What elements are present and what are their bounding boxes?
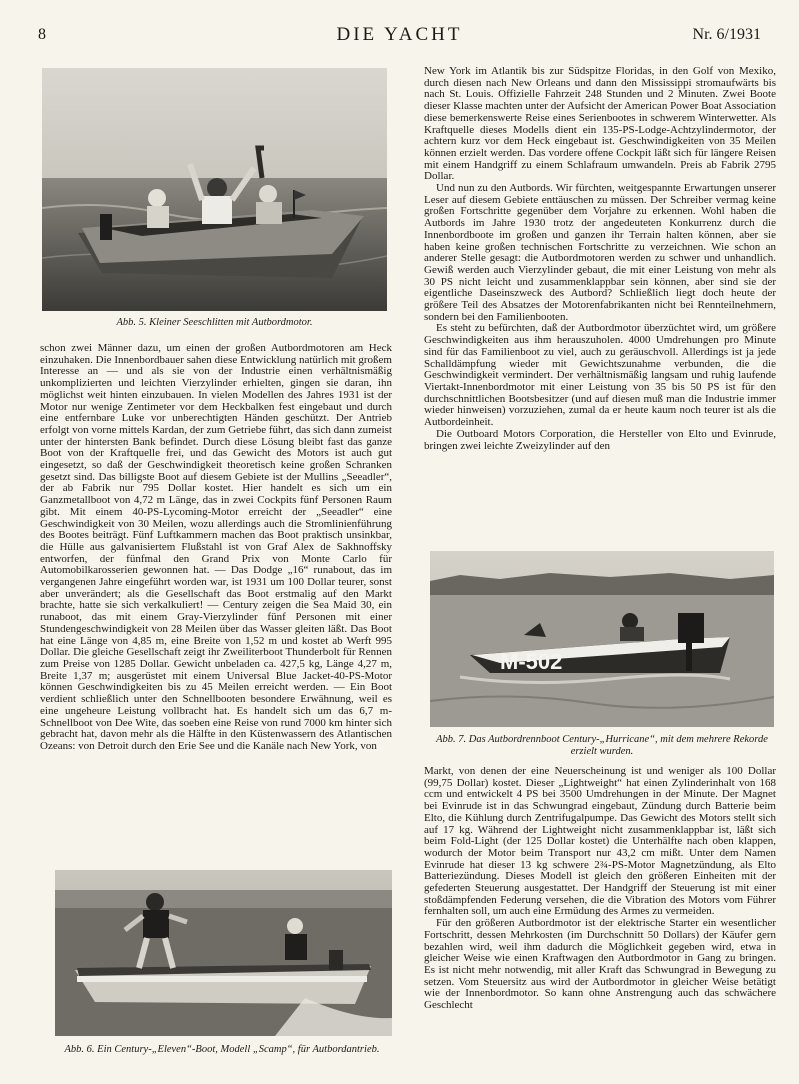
page-number: 8 [38, 26, 46, 43]
figure-6-photo [55, 870, 392, 1036]
paragraph: schon zwei Männer dazu, um einen der großen Autbordmotoren am Heck einzuhaken. Die Innenbordbauer sahen diese Entwicklung natürlich mit großem Interesse an — und als sie von der Industrie einen verhältnismäßig unkomplizierten und leichten Vierzylinder erhielten, gingen sie daran, ihn möglichst weit hinten einzubauen. In vielen Modellen des Jahres 1931 ist der Motor nur wenige Zentimeter vor dem Heckbalken fest eingebaut und durch eine entfernbare Luke vor unberechtigten Händen geschützt. Der Antrieb erfolgt von vorne mittels Kardan, der zum Getriebe führt, das sich dann zumeist unter der hintersten Bank befindet. Durch diese Lösung bleibt fast das ganze Boot von der Kraftquelle frei, und das Gewicht des Motors ist auch gut eingesetzt, so daß der Geschwindigkeit theoretisch keine großen Schranken gesetzt sind. Das billigste Boot auf diesem Gebiete ist der Mullins „Seeadler“, der ab Fabrik nur 795 Dollar kostet. Hier handelt es sich um ein Ganzmetallboot von 4,72 m Länge, das in zwei Cockpits fünf Personen Raum gibt. Mit einem 40-PS-Lycoming-Motor erreicht der „Seeadler“ eine Geschwindigkeit von 30 Meilen, wozu allerdings auch die Stromlinienführung des Bootes beiträgt. Fünf Luftkammern machen das Boot praktisch unsinkbar, die Hülle aus galvanisiertem Flußstahl ist von Graf Alex de Sakhnoffsky entworfen, der fünfmal den Grand Prix von Monte Carlo für Automobilkarosserien gewonnen hat. — Das Dodge „16“ runabout, das im vergangenen Jahre eingeführt worden war, ist 1931 um 100 Dollar teurer, sonst aber unverändert; als die Gesellschaft das Boot erstmalig auf den Markt brachte, hatte sie sich verkalkuliert! — Century zeigen die Sea Maid 30, ein runaboot, das mit einem Gray-Vierzylinder fünf Personen mit einer Stundengeschwindigkeit von 28 Meilen über das Wasser gleiten läßt. Das Boot hat eine Länge von 4,85 m, eine Breite von 1,52 m und kostet ab Werft 995 Dollar. Die gleiche Gesellschaft zeigt ihr Zweiliterboot Thunderbolt für Rennen zum Preise von 1285 Dollar. Gewicht unbeladen ca. 427,5 kg, Länge 4,27 m, Breite 1,37 m; ausgerüstet mit einem Universal Blue Jacket-40-PS-Motor können Geschwindigkeiten bis zu 45 Meilen erreicht werden. — Ein Boot verdient schließlich unter den Schnellbooten besondere Erwähnung, weil es eine ungeheure Leistung vollbracht hat. Es handelt sich um das 6,7 m-Schnellboot von Dee Wite, das soeben eine Reise von rund 7000 km hinter sich gebracht hat, davon mehr als die Hälfte in den Küstenwassern des Atlantischen Ozeans: von Detroit durch den Erie See und die Kanäle nach New York, von [40, 342, 392, 752]
boat-number: M-502 [500, 649, 563, 674]
sea-sled-photo [42, 68, 387, 311]
hurricane-race-boat-photo [430, 551, 774, 727]
paragraph: Die Outboard Motors Corporation, die Hersteller von Elto und Evinrude, bringen zwei leichte Zweizylinder auf den [424, 427, 776, 452]
right-column-bottom-text [424, 766, 776, 1066]
page-header [38, 26, 761, 50]
century-eleven-photo [55, 870, 392, 1036]
paragraph: Markt, von denen der eine Neuerscheinung ist und weniger als 100 Dollar (99,75 Dollar) kostet. Dieser „Lightweight“ hat einen Zylinderinhalt von 168 ccm und entwickelt 4 PS bei 3500 Umdrehungen in der Minute. Der Magnet bei Evinrude ist in das Schwungrad eingebaut, Zündung durch Batterie beim Elto, die Kühlung durch Zentrifugalpumpe. Das Gewicht des Motors stellt sich auf 17 kg. Während der Lightweight nicht zusammenklappbar ist, läßt sich beim Fold-Light (der 125 Dollar kostet) die Unterhälfte nach oben klappen, wodurch der Motor beim Transport nur 43,2 cm mißt. Unter dem Namen Evinrude hat dieser 13 kg schwere 2¾-PS-Motor Magnetzündung, als Elto Batteriezündung. Dieses Modell ist gleich den größeren Einheiten mit der gefederten Steuerung ausgestattet. Der Handgriff der Steuerung ist mit einer stoßdämpfenden Federung versehen, die die Vibration des Motors vom Führer fernhalten soll, um auch eine Ermüdung des Armes zu vermeiden. [424, 765, 776, 918]
right-column-top-text [424, 66, 776, 536]
figure-5-caption: Abb. 5. Kleiner Seeschlitten mit Autbordmotor. [116, 317, 313, 328]
figure-5-photo [42, 68, 387, 311]
figure-7-photo [430, 551, 774, 727]
figure-7-caption: Abb. 7. Das Autbordrennboot Century-„Hurricane“, mit dem mehrere Rekorde erzielt wurden. [436, 734, 768, 757]
figure-6-caption: Abb. 6. Ein Century-„Eleven“-Boot, Modell „Scamp“, für Autbordantrieb. [64, 1044, 380, 1055]
issue-number: Nr. 6/1931 [692, 26, 761, 43]
paragraph: Für den größeren Autbordmotor ist der elektrische Starter ein wesentlicher Fortschritt, dessen Mehrkosten (im Durchschnitt 50 Dollars) der Käufer gern bezahlen wird, weil ihm dadurch die Möglichkeit gegeben wird, etwa in gleicher Weise wie einen Kraftwagen den Autbordmotor in Gang zu bringen. Es ist nicht mehr notwendig, mit aller Kraft das Schwungrad in Bewegung zu setzen. Vom Steuersitz aus wird der Autbordmotor in gleicher Weise betätigt wie der Innenbordmotor. So kann ohne Anstrengung auch das schwächere Geschlecht [424, 917, 776, 1012]
left-column-text [40, 343, 392, 863]
paragraph: Und nun zu den Autbords. Wir fürchten, weitgespannte Erwartungen unserer Leser auf diesem Gebiete enttäuschen zu müssen. Der Schreiber vermag keine großen Fortschritte gegenüber dem Vorjahre zu erkennen. Wohl haben die Autbords im Jahre 1930 trotz der angedeuteten Konkurrenz durch die Innenbordboote im großen und ganzen ihr Terrain halten können, aber sie haben keine großen technischen Fortschritte zu verzeichnen. Wie schon an anderer Stelle gesagt: die Autbordmotoren werden zu schwer und unhandlich. Gewiß werden auch Vierzylinder gebaut, die mit einer Leistung von mehr als 30 PS nicht leicht und zusammenklappbar sein können, aber sind sie der eigentliche Daseinszweck des Autbord? Schließlich liegt doch heute der größere Teil des Absatzes der Motorenfabrikanten nicht bei Rennteilnehmern, sondern bei den Familienbooten. [424, 182, 776, 323]
paragraph: Es steht zu befürchten, daß der Autbordmotor überzüchtet wird, um größere Geschwindigkeiten aus ihm herauszuholen. 4000 Umdrehungen pro Minute sind für das Familienboot zu viel, auch zu geräuschvoll. Allerdings ist ja jede Schalldämpfung wieder mit Gewichtszunahme verbunden, die die Geschwindigkeit vermindert. Der verhältnismäßig langsam und ruhig laufende Viertakt-Innenbordmotor mit einer Leistung von 35 bis 50 PS ist für den durchschnittlichen Bootsbesitzer (und auf diesen muß man die Industrie immer wieder hinweisen) vorzuziehen, zumal da er heute kaum noch teurer ist als die Autbordeinheit. [424, 322, 776, 429]
journal-title: DIE YACHT [336, 24, 463, 45]
paragraph: New York im Atlantik bis zur Südspitze Floridas, in den Golf von Mexiko, durch diesen nach New Orleans und dann den Mississippi stromaufwärts bis nach St. Louis. Offizielle Fahrzeit 248 Stunden und 2 Minuten. Zwei Boote dieser Klasse machten unter der Aufsicht der American Power Boat Association diese bemerkenswerte Reise eines Serienbootes in schwerem Winterwetter. Als Kraftquelle dieses Modells dient ein 135-PS-Lodge-Achtzylindermotor, der achtern kurz vor dem Heck eingebaut ist. Geschwindigkeiten von 35 Meilen können erzielt werden. Das vordere offene Cockpit läßt sich für längere Reisen mit einem Handgriff zu einem Schlafraum umwandeln. Preis ab Fabrik 2795 Dollar. [424, 65, 776, 183]
